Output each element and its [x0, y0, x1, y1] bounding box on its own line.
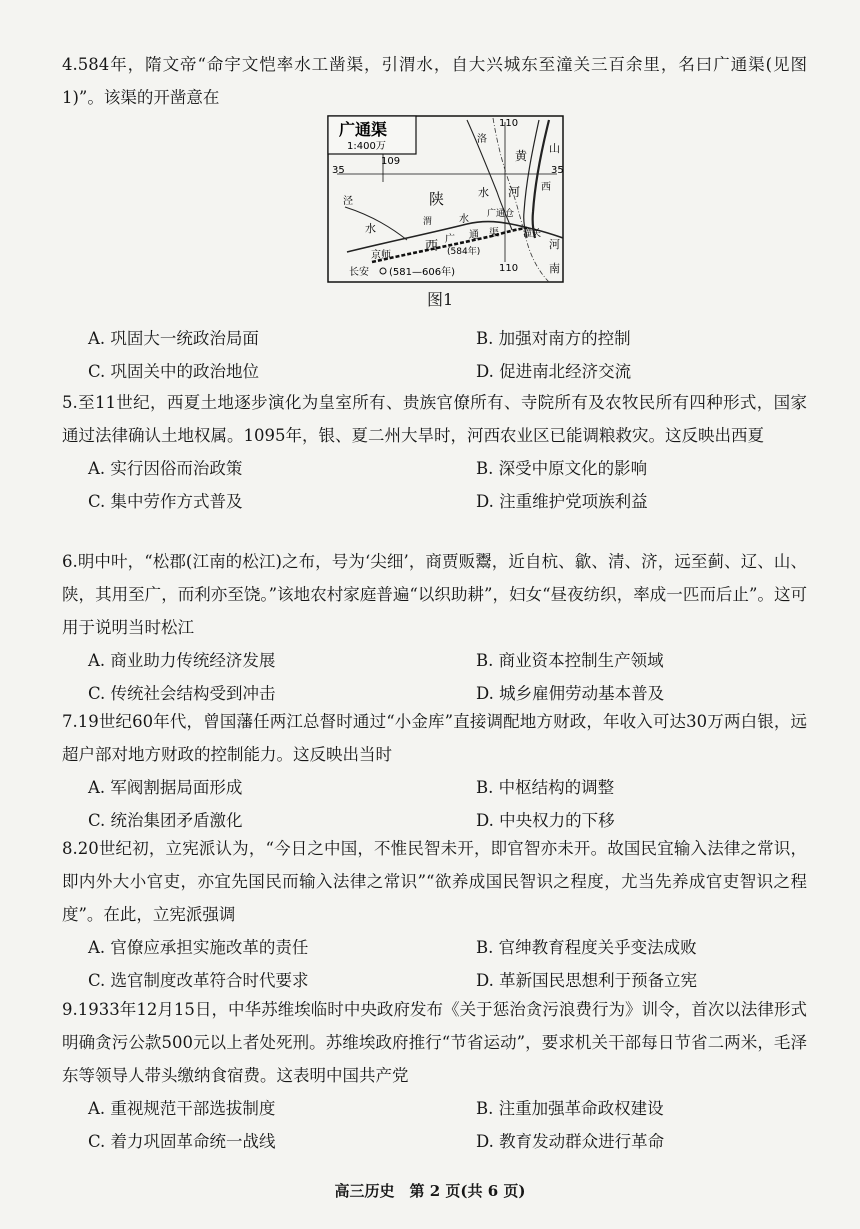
- figure-caption: 图1: [427, 290, 454, 309]
- label-shan: 山: [549, 142, 560, 155]
- option-b[interactable]: B. 商业资本控制生产领域: [476, 651, 664, 670]
- question-7: [62, 705, 807, 837]
- lat-35-right: 35: [551, 165, 564, 176]
- map-title: 广通渠: [339, 120, 388, 139]
- label-xi-1: 西: [541, 182, 551, 193]
- label-xi-2: 西: [425, 239, 439, 254]
- option-a[interactable]: A. 重视规范干部选拔制度: [88, 1099, 276, 1118]
- option-c[interactable]: C. 统治集团矛盾激化: [88, 811, 243, 830]
- label-shaanxi: 陕: [429, 190, 445, 208]
- label-guangtongcang: 广通仓: [487, 209, 515, 219]
- label-changan: 长安: [349, 267, 369, 278]
- map-figure: [327, 112, 567, 292]
- option-b[interactable]: B. 加强对南方的控制: [476, 329, 631, 348]
- label-huang: 黄: [515, 149, 528, 163]
- option-c[interactable]: C. 着力巩固革命统一战线: [88, 1132, 276, 1151]
- option-a[interactable]: A. 商业助力传统经济发展: [88, 651, 276, 670]
- option-d[interactable]: D. 城乡雇佣劳动基本普及: [476, 684, 665, 703]
- label-year-584: (584年): [447, 247, 481, 257]
- guangtong-canal-map: [327, 112, 567, 292]
- question-stem: 6.明中叶，“松郡(江南的松江)之布，号为‘尖细’，商贾贩鬻，近自杭、歙、清、济，远至蓟、辽、山、陕，其用至广，而利亦至饶。”该地农村家庭普遍“以织助耕”，妇女“昼夜纺织，率成一匹而后止”。这可用于说明当时松江: [62, 552, 807, 637]
- label-shui-3: 水: [459, 214, 469, 225]
- lat-35-left: 35: [332, 165, 345, 176]
- question-4: [62, 48, 807, 114]
- label-tongguan: 潼关: [523, 229, 542, 239]
- province-boundary: [493, 118, 549, 282]
- question-stem: 7.19世纪60年代，曾国藩任两江总督时通过“小金库”直接调配地方财政，年收入可达30万两白银，远超户部对地方财政的控制能力。这反映出当时: [62, 712, 807, 764]
- option-c[interactable]: C. 集中劳作方式普及: [88, 492, 243, 511]
- page-footer: 高三历史 第 2 页(共 6 页): [334, 1182, 526, 1200]
- option-a[interactable]: A. 实行因俗而治政策: [88, 459, 243, 478]
- label-jingshi: 京师: [371, 250, 391, 261]
- option-c[interactable]: C. 巩固关中的政治地位: [88, 362, 260, 381]
- lon-110-bottom: 110: [499, 263, 519, 274]
- option-a[interactable]: A. 军阀割据局面形成: [88, 778, 243, 797]
- option-a[interactable]: A. 官僚应承担实施改革的责任: [88, 938, 309, 957]
- option-b[interactable]: B. 注重加强革命政权建设: [476, 1099, 664, 1118]
- lon-109: 109: [381, 156, 401, 167]
- label-he-1: 河: [508, 185, 521, 199]
- question-4-options: [62, 322, 807, 388]
- option-d[interactable]: D. 中央权力的下移: [476, 811, 615, 830]
- option-d[interactable]: D. 教育发动群众进行革命: [476, 1132, 665, 1151]
- option-d[interactable]: D. 促进南北经济交流: [476, 362, 632, 381]
- question-6: [62, 545, 807, 710]
- label-shui-2: 水: [365, 222, 376, 235]
- capital-marker: [380, 268, 386, 274]
- option-b[interactable]: B. 中枢结构的调整: [476, 778, 615, 797]
- option-c[interactable]: C. 传统社会结构受到冲击: [88, 684, 276, 703]
- option-b[interactable]: B. 官绅教育程度关乎变法成败: [476, 938, 697, 957]
- option-c[interactable]: C. 选官制度改革符合时代要求: [88, 971, 309, 990]
- question-stem: 9.1933年12月15日，中华苏维埃临时中央政府发布《关于惩治贪污浪费行为》训令，首次以法律形式明确贪污公款500元以上者处死刑。苏维埃政府推行“节省运动”，要求机关干部每日节省二两米，毛泽东等领导人带头缴纳食宿费。这表明中国共产党: [62, 1000, 807, 1085]
- option-a[interactable]: A. 巩固大一统政治局面: [88, 329, 259, 348]
- label-period: (581—606年): [389, 267, 455, 278]
- question-stem: 5.至11世纪，西夏土地逐步演化为皇室所有、贵族官僚所有、寺院所有及农牧民所有四种形式，国家通过法律确认土地权属。1095年，银、夏二州大旱时，河西农业区已能调粮救灾。这反映出西夏: [62, 393, 807, 445]
- label-tong: 通: [469, 230, 479, 241]
- question-9: [62, 993, 807, 1158]
- label-nan: 南: [549, 262, 560, 275]
- option-d[interactable]: D. 注重维护党项族利益: [476, 492, 648, 511]
- jing-river: [345, 207, 407, 240]
- option-b[interactable]: B. 深受中原文化的影响: [476, 459, 648, 478]
- label-he-2: 河: [549, 238, 560, 251]
- label-luo: 洛: [477, 134, 487, 145]
- label-jing: 泾: [343, 196, 353, 207]
- lon-110-top: 110: [499, 118, 519, 129]
- question-8: [62, 832, 807, 997]
- label-qu: 渠: [489, 228, 499, 239]
- label-guang: 广: [445, 234, 455, 245]
- option-d[interactable]: D. 革新国民思想利于预备立宪: [476, 971, 698, 990]
- label-wei: 渭: [423, 217, 433, 227]
- question-stem: 4.584年，隋文帝“命宇文恺率水工凿渠，引渭水，自大兴城东至潼关三百余里，名曰广通渠(见图1)”。该渠的开凿意在: [62, 55, 807, 107]
- map-scale: 1:400万: [347, 141, 386, 152]
- question-stem: 8.20世纪初，立宪派认为，“今日之中国，不惟民智未开，即官智亦未开。故国民宜输入法律之常识，即内外大小官吏，亦宜先国民而输入法律之常识”“欲养成国民智识之程度，尤当先养成官吏智识之程度”。在此，立宪派强调: [62, 839, 807, 924]
- label-shui-1: 水: [478, 186, 489, 199]
- question-5: [62, 386, 807, 518]
